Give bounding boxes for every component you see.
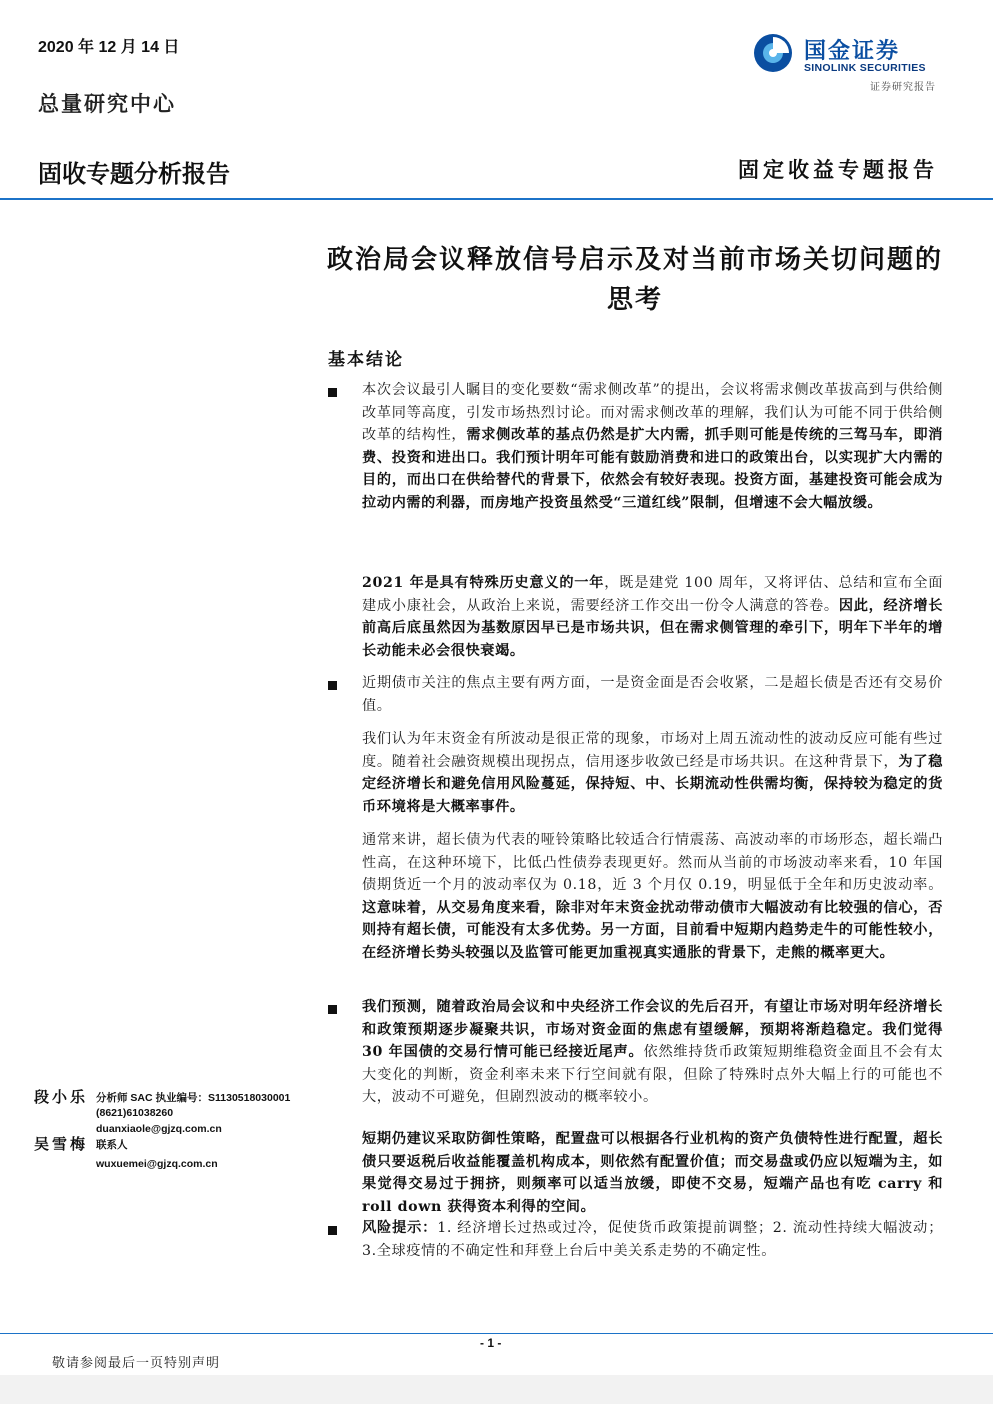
author-contact xyxy=(96,1091,290,1137)
text-run: 2021 年是具有特殊历史意义的一年 xyxy=(362,575,605,591)
paragraph-liquidity xyxy=(362,728,943,818)
bullet-marker xyxy=(328,1005,337,1014)
author-title: 分析师 SAC 执业编号：S1130518030001 xyxy=(96,1092,291,1104)
paragraph-market-focus xyxy=(362,672,943,717)
paragraph-demand-side-reform xyxy=(362,379,943,515)
bullet-marker xyxy=(328,681,337,690)
report-type-right: 固定收益专题报告 xyxy=(738,157,938,182)
section-heading: 基本结论 xyxy=(328,350,404,370)
author-title: 联系人 xyxy=(96,1139,128,1151)
text-run: 我们认为年末资金有所波动是很正常的现象，市场对上周五流动性的波动反应可能有些过度。随着社会融资规模出现拐点，信用逐步收敛已经是市场共识。在这种背景下， xyxy=(362,731,943,770)
text-run: 需求侧改革的基点仍然是扩大内需，抓手则可能是传统的三驾马车，即消费、投资和进出口。我们预计明年可能有鼓励消费和进口的政策出台，以实现扩大内需的目的，而出口在供给替代的背景下，依然会有较好表现。投资方面，基建投资可能会成为拉动内需的利器，而房地产投资虽然受“三道红线”限制，但增速不会大幅放缓。 xyxy=(362,427,944,511)
text-run: 风险提示： xyxy=(362,1220,438,1236)
author-email[interactable]: wuxuemei@gjzq.com.cn xyxy=(96,1158,218,1170)
bullet-marker xyxy=(328,1226,337,1235)
text-run: 短期仍建议采取防御性策略，配置盘可以根据各行业机构的资产负债特性进行配置，超长债只要返税后收益能覆盖机构成本，则依然有配置价值；而交易盘或仍应以短端为主，如果觉得交易过于拥挤，则频率可以适当放缓，即使不交易，短端产品也有吃 carry 和 roll down 获得资本利得的空间。 xyxy=(362,1131,943,1215)
paragraph-forecast xyxy=(362,996,943,1109)
author-contact xyxy=(96,1138,218,1172)
author-name: 吴雪梅 xyxy=(34,1135,89,1153)
text-run: 这意味着，从交易角度来看，除非对年末资金扰动带动债市大幅波动有比较强的信心，否则持有超长债，可能没有太多优势。另一方面，目前看中短期内趋势走牛的可能性较小，在经济增长势头较强以及监管可能更加重视真实通胀的背景下，走熊的概率更大。 xyxy=(362,899,943,961)
sinolink-logo-icon xyxy=(752,32,794,74)
bullet-marker xyxy=(328,388,337,397)
text-run: 因此，经济增长前高后底虽然因为基数原因早已是市场共识，但在需求侧管理的牵引下，明年下半年的增长动能未必会很快衰竭。 xyxy=(362,597,944,659)
page-number: - 1 - xyxy=(480,1336,502,1350)
footer-band xyxy=(0,1375,993,1404)
logo-name-cn: 国金证券 xyxy=(804,38,901,63)
author-email[interactable]: duanxiaole@gjzq.com.cn xyxy=(96,1123,222,1135)
text-run: ，既是建党 100 周年，又将评估、总结和宣布全面建成小康社会，从政治上来说，需要经济工作交出一份令人满意的答卷。 xyxy=(362,575,943,614)
report-type-left: 固收专题分析报告 xyxy=(38,161,230,188)
report-title: 政治局会议释放信号启示及对当前市场关切问题的思考 xyxy=(326,245,943,315)
research-center: 总量研究中心 xyxy=(38,91,176,116)
paragraph-2021-significance xyxy=(362,572,943,662)
text-run: 近期债市关注的焦点主要有两方面，一是资金面是否会收紧，二是超长债是否还有交易价值。 xyxy=(362,675,943,714)
footer-divider xyxy=(0,1333,993,1334)
author-name: 段小乐 xyxy=(34,1088,89,1106)
paragraph-risk-warning xyxy=(362,1217,943,1262)
text-run: 我们预测，随着政治局会议和中央经济工作会议的先后召开，有望让市场对明年经济增长和政策预期逐步凝聚共识，市场对资金面的焦虑有望缓解，预期将渐趋稳定。我们觉得 30 年国债的交易行情可能已经接近尾声。 xyxy=(362,999,943,1061)
text-run: 为了稳定经济增长和避免信用风险蔓延，保持短、中、长期流动性供需均衡，保持较为稳定的货币环境将是大概率事件。 xyxy=(362,753,943,815)
text-run: 依然维持货币政策短期维稳资金面且不会有太大变化的判断，资金利率未来下行空间就有限，但除了特殊时点外大幅上行的可能也不大，波动不可避免，但剧烈波动的概率较小。 xyxy=(362,1044,943,1106)
text-run: 1. 经济增长过热或过冷，促使货币政策提前调整；2. 流动性持续大幅波动；3.全球疫情的不确定性和拜登上台后中美关系走势的不确定性。 xyxy=(362,1220,943,1259)
disclaimer-note: 敬请参阅最后一页特别声明 xyxy=(52,1356,221,1371)
paragraph-strategy xyxy=(362,1128,943,1218)
header-divider xyxy=(0,198,993,200)
logo-subtitle: 证券研究报告 xyxy=(870,82,936,93)
text-run: 通常来讲，超长债为代表的哑铃策略比较适合行情震荡、高波动率的市场形态，超长端凸性高，在这种环境下，比低凸性债券表现更好。然而从当前的市场波动率来看，10 年国债期货近一个月的波动率仅为 0.18，近 3 个月仅 0.19，明显低于全年和历史波动率。 xyxy=(362,832,943,894)
company-logo xyxy=(752,30,952,93)
paragraph-ultra-long-bonds xyxy=(362,829,943,965)
author-phone: (8621)61038260 xyxy=(96,1107,174,1119)
logo-name-en: SINOLINK SECURITIES xyxy=(804,62,926,74)
text-run: 本次会议最引人瞩目的变化要数“需求侧改革”的提出，会议将需求侧改革拔高到与供给侧改革同等高度，引发市场热烈讨论。而对需求侧改革的理解，我们认为可能不同于供给侧改革的结构性， xyxy=(362,382,943,444)
report-date: 2020 年 12 月 14 日 xyxy=(38,39,180,56)
